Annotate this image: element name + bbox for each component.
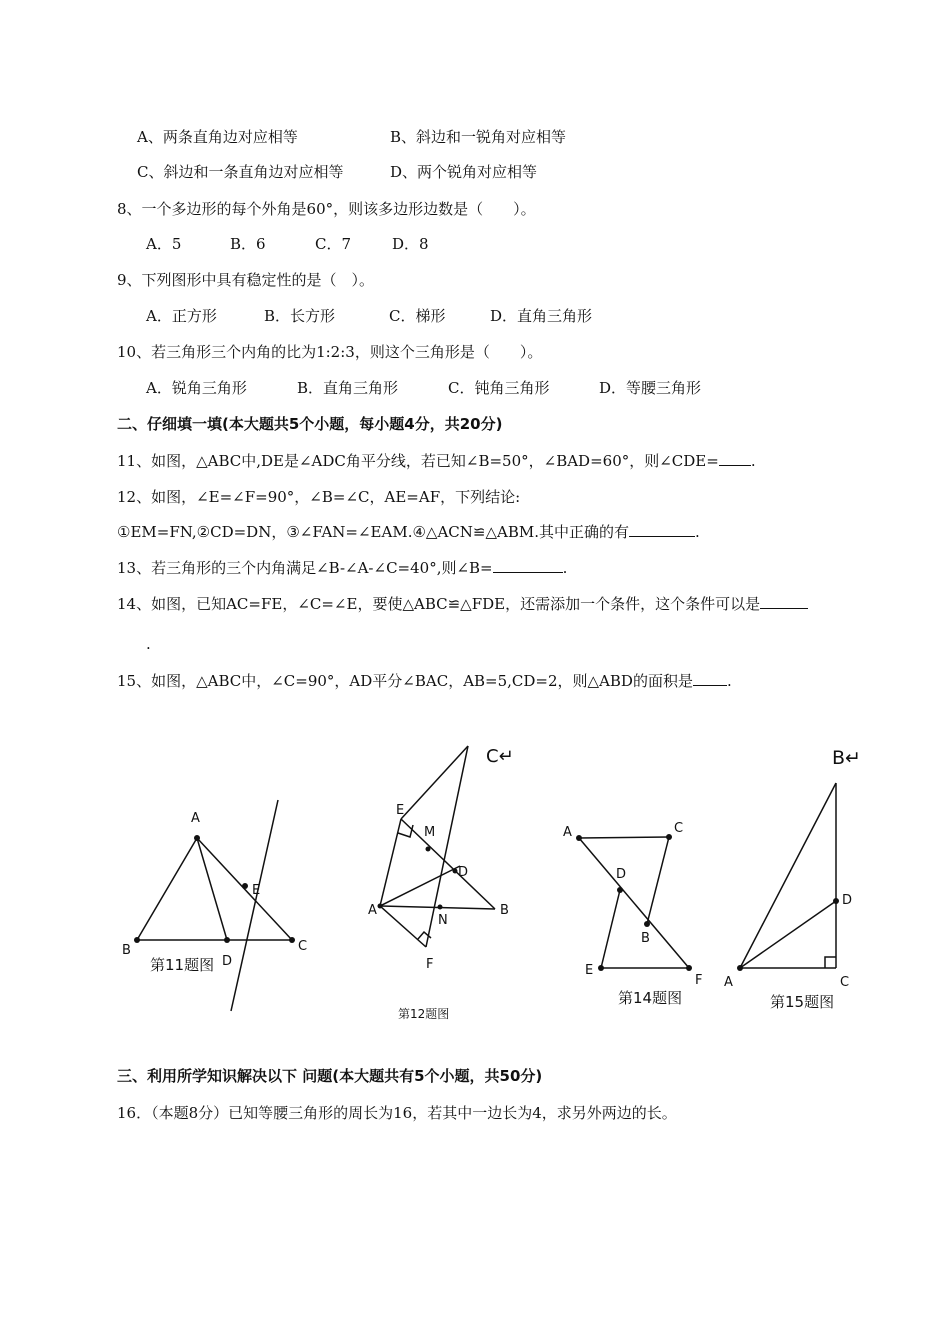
fig11-point-c — [289, 937, 295, 943]
figure-14 — [579, 837, 689, 968]
fig12-right-angle-e — [398, 825, 413, 837]
fig11-caption: 第11题图 — [150, 956, 215, 974]
fig14-label-b: B — [641, 931, 650, 946]
fig12-label-d: D — [458, 865, 469, 880]
q15 — [117, 671, 732, 691]
fig12-segment-ec — [401, 746, 468, 819]
fig11-line-de — [231, 800, 278, 1011]
fig11-point-d — [224, 937, 230, 943]
fig14-segment-ac — [579, 837, 669, 838]
fig15-label-c: C — [840, 975, 850, 990]
fig14-caption: 第14题图 — [618, 989, 683, 1007]
fig14-label-c: C — [674, 821, 684, 836]
fig12-label-a: A — [368, 903, 377, 918]
fig15-caption: 第15题图 — [770, 993, 835, 1011]
fig12-caption: 第12题图 — [398, 1007, 450, 1021]
fig12-label-f: F — [426, 957, 434, 972]
q9-stem: 9、下列图形中具有稳定性的是（ ）。 — [117, 271, 375, 289]
fig12-segment-eb — [401, 819, 495, 909]
q10-option-c: C．钝角三角形 — [448, 379, 550, 397]
fig14-segment-cb — [647, 837, 669, 924]
q14-end: . — [146, 635, 151, 653]
fig12-label-b: B — [500, 903, 509, 918]
fig15-point-d — [833, 898, 839, 904]
fig11-point-b — [134, 937, 140, 943]
fig14-point-c — [666, 834, 672, 840]
q13 — [117, 558, 567, 578]
fig12-point-m — [426, 847, 431, 852]
fig15-segment-ad — [740, 901, 836, 968]
fig14-point-a — [576, 835, 582, 841]
q15-text: 15、如图，△ABC中，∠C=90°，AD平分∠BAC，AB=5,CD=2，则△ABD的面积是 — [117, 672, 693, 690]
q13-text: 13、若三角形的三个内角满足∠B-∠A-∠C=40°,则∠B= — [117, 559, 493, 577]
figures-area — [0, 706, 950, 1046]
fig12-label-m: M — [424, 825, 436, 840]
fig14-label-d: D — [616, 867, 627, 882]
fig11-point-e — [242, 883, 248, 889]
q11-period: . — [750, 452, 756, 470]
q9-option-a: A．正方形 — [146, 307, 217, 325]
fig14-point-e — [598, 965, 604, 971]
q13-blank — [493, 558, 563, 573]
fig15-right-angle-c — [825, 957, 836, 968]
fig11-label-b: B — [122, 943, 131, 958]
q14-blank — [760, 594, 808, 609]
fig12-segment-ae — [380, 819, 401, 906]
q8-option-d: D．8 — [392, 235, 429, 253]
q7-option-b: B、斜边和一锐角对应相等 — [390, 128, 567, 146]
q7-option-a: A、两条直角边对应相等 — [137, 128, 298, 146]
q9-option-c: C．梯形 — [389, 307, 446, 325]
fig14-label-a: A — [563, 825, 572, 840]
q7-option-d: D、两个锐角对应相等 — [390, 163, 538, 181]
q12-stem: 12、如图，∠E=∠F=90°，∠B=∠C，AE=AF，下列结论: — [117, 488, 521, 506]
q14-text: 14、如图，已知AC=FE，∠C=∠E，要使△ABC≌△FDE，还需添加一个条件，这个条件可以是 — [117, 595, 761, 613]
fig12-segment-ad — [380, 866, 460, 906]
q7-option-c: C、斜边和一条直角边对应相等 — [137, 163, 344, 181]
q11 — [117, 451, 756, 471]
q15-blank — [693, 671, 727, 686]
q10-option-b: B．直角三角形 — [297, 379, 399, 397]
fig11-point-a — [194, 835, 200, 841]
fig15-side-ab — [740, 783, 836, 968]
fig11-label-a: A — [191, 811, 200, 826]
fig15-label-b: B↵ — [832, 747, 861, 769]
q8-option-c: C．7 — [315, 235, 352, 253]
q11-text: 11、如图，△ABC中,DE是∠ADC角平分线，若已知∠B=50°，∠BAD=60°，则∠CDE= — [117, 452, 719, 470]
q10-option-a: A．锐角三角形 — [146, 379, 247, 397]
fig12-label-n: N — [438, 913, 448, 928]
q8-option-a: A．5 — [146, 235, 182, 253]
fig11-side-ab — [137, 838, 197, 940]
fig12-segment-af — [380, 906, 426, 947]
q8-option-b: B．6 — [230, 235, 266, 253]
fig14-segment-af — [579, 838, 689, 968]
fig11-label-c: C — [298, 939, 308, 954]
q15-period: . — [726, 672, 732, 690]
figure-15 — [740, 783, 836, 968]
q13-period: . — [562, 559, 568, 577]
q12-period: . — [694, 523, 700, 541]
figure-11 — [137, 800, 292, 1011]
q16: 16．（本题8分）已知等腰三角形的周长为16，若其中一边长为4，求另外两边的长。 — [117, 1104, 677, 1122]
q11-blank — [719, 451, 751, 466]
fig11-label-d: D — [222, 954, 233, 969]
fig12-point-n — [438, 905, 443, 910]
fig11-label-e: E — [252, 883, 261, 898]
fig15-label-d: D — [842, 893, 853, 908]
fig15-label-a: A — [724, 975, 733, 990]
q8-stem: 8、一个多边形的每个外角是60°，则该多边形边数是（ ）。 — [117, 200, 536, 218]
q9-option-d: D．直角三角形 — [490, 307, 593, 325]
fig15-point-a — [737, 965, 743, 971]
q10-stem: 10、若三角形三个内角的比为1:2:3，则这个三角形是（ ）。 — [117, 343, 543, 361]
fig14-point-b — [644, 921, 650, 927]
fig14-point-d — [617, 887, 623, 893]
q12-conclusions-text: ①EM=FN,②CD=DN，③∠FAN=∠EAM.④△ACN≌△ABM.其中正确的有 — [117, 523, 629, 541]
q12-blank — [629, 522, 695, 537]
fig12-point-d — [453, 869, 458, 874]
q12-conclusions — [117, 522, 700, 542]
fig11-points — [134, 835, 295, 943]
fig14-point-f — [686, 965, 692, 971]
q14 — [117, 594, 808, 614]
fig14-label-f: F — [695, 973, 703, 988]
q9-option-b: B．长方形 — [264, 307, 336, 325]
section-2-heading: 二、仔细填一填(本大题共5个小题，每小题4分，共20分) — [117, 415, 503, 433]
fig12-label-e: E — [396, 803, 405, 818]
fig12-label-c: C↵ — [486, 746, 514, 767]
q10-option-d: D．等腰三角形 — [599, 379, 702, 397]
section-3-heading: 三、利用所学知识解决以下 问题(本大题共有5个小题，共50分) — [117, 1067, 543, 1085]
fig12-segment-ab — [380, 906, 495, 909]
fig14-label-e: E — [585, 963, 594, 978]
fig14-segment-de — [601, 890, 620, 968]
fig12-point-a — [378, 904, 383, 909]
